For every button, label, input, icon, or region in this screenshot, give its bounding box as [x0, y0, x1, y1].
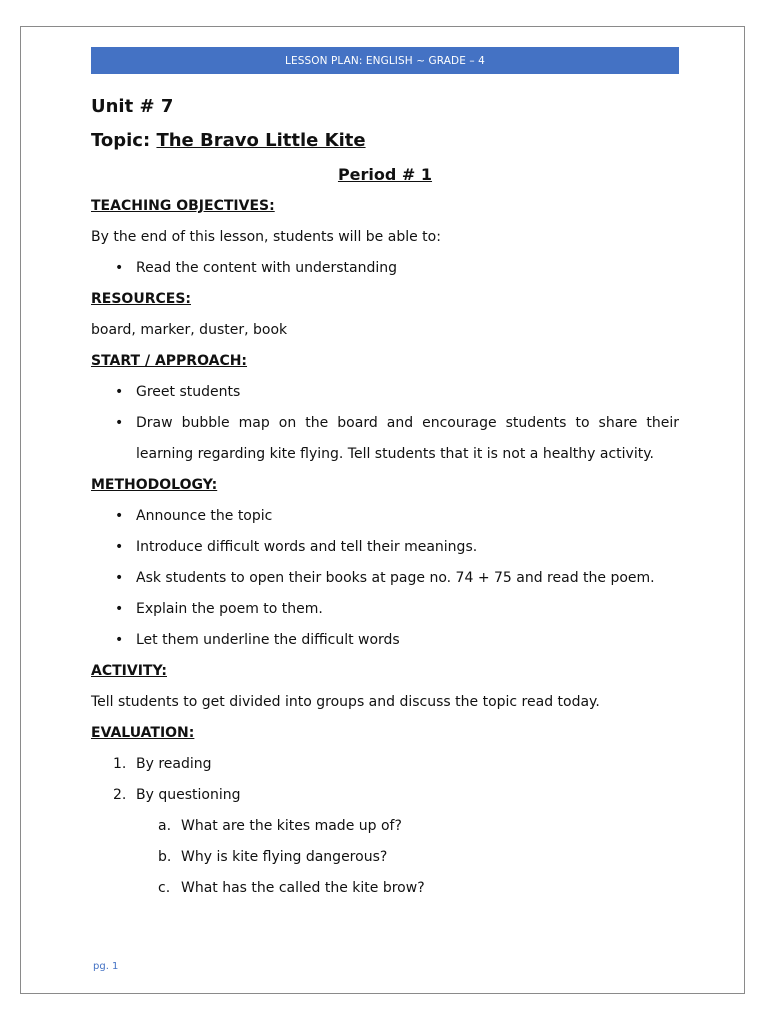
list-item: • Introduce difficult words and tell their meanings. — [91, 532, 679, 563]
approach-list — [91, 377, 679, 470]
list-item: • Announce the topic — [91, 501, 679, 532]
unit-heading: Unit # 7 — [91, 96, 174, 117]
list-item: c. What has the called the kite brow? — [158, 880, 425, 896]
topic-heading — [91, 123, 679, 159]
methodology-heading: METHODOLOGY: — [91, 477, 218, 493]
activity-text: Tell students to get divided into groups and discuss the topic read today. — [91, 694, 600, 710]
objectives-heading: TEACHING OBJECTIVES: — [91, 198, 275, 214]
bullet-glyph: • — [115, 601, 124, 617]
methodology-list — [91, 501, 679, 656]
topic-label: Topic: — [91, 130, 157, 151]
list-item: • Greet students — [91, 377, 679, 408]
page-header — [91, 47, 679, 74]
bullet-glyph: • — [115, 570, 124, 586]
evaluation-heading: EVALUATION: — [91, 725, 195, 741]
header-text: LESSON PLAN: ENGLISH ~ GRADE – 4 — [285, 54, 485, 67]
list-item: b. Why is kite flying dangerous? — [158, 849, 388, 865]
list-item: 2. By questioning — [113, 787, 241, 803]
list-item: a. What are the kites made up of? — [158, 818, 402, 834]
evaluation-list — [91, 749, 679, 811]
list-item: • Let them underline the difficult words — [91, 625, 679, 656]
list-item: • Ask students to open their books at page no. 74 + 75 and read the poem. — [91, 563, 679, 594]
objectives-intro: By the end of this lesson, students will be able to: — [91, 229, 441, 245]
questions-list — [91, 811, 679, 904]
bullet-glyph: • — [115, 632, 124, 648]
activity-heading: ACTIVITY: — [91, 663, 167, 679]
list-item: 1. By reading — [113, 756, 212, 772]
resources-heading: RESOURCES: — [91, 291, 191, 307]
document-page — [20, 26, 745, 994]
approach-heading: START / APPROACH: — [91, 353, 248, 369]
lesson-content — [91, 83, 679, 904]
topic-title: The Bravo Little Kite — [156, 130, 366, 151]
period-heading: Period # 1 — [337, 165, 433, 184]
bullet-glyph: • — [115, 260, 124, 276]
list-item: • Read the content with understanding — [91, 253, 679, 284]
list-item: • Explain the poem to them. — [91, 594, 679, 625]
page-number: pg. 1 — [93, 961, 119, 972]
bullet-glyph: • — [115, 508, 124, 524]
list-item: • Draw bubble map on the board and encourage students to share their learning regarding kite flying. Tell students that it is not a healthy activity. — [91, 408, 679, 470]
bullet-glyph: • — [115, 539, 124, 555]
bullet-glyph: • — [115, 384, 124, 400]
objectives-list — [91, 253, 679, 284]
resources-text: board, marker, duster, book — [91, 322, 288, 338]
bullet-glyph: • — [115, 415, 124, 431]
